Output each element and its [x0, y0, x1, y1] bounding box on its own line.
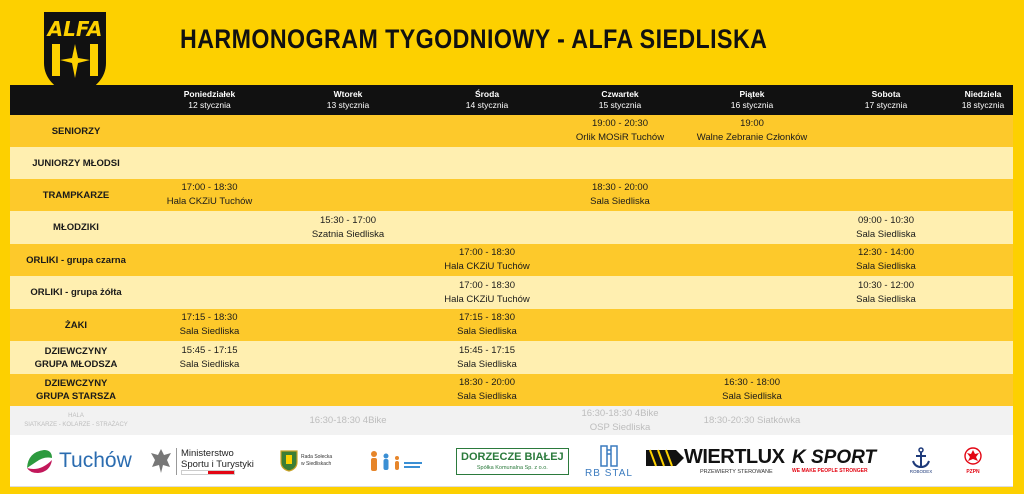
schedule-cell	[419, 374, 555, 406]
day-header-1	[277, 85, 419, 115]
schedule-cell	[555, 374, 685, 406]
schedule-cell	[419, 244, 555, 276]
schedule-cell	[819, 341, 953, 374]
schedule-cell	[277, 276, 419, 309]
row-label	[10, 276, 142, 309]
schedule-entry: 19:00 - 20:30	[592, 118, 648, 129]
schedule-cell	[685, 115, 819, 147]
schedule-cell	[555, 309, 685, 341]
day-header-6	[953, 85, 1013, 115]
day-date: 16 stycznia	[730, 100, 774, 110]
schedule-cell	[819, 374, 953, 406]
sponsor-ksport	[792, 439, 896, 483]
schedule-entry: Sala Siedliska	[179, 358, 240, 370]
schedule-entry: Sala Siedliska	[722, 391, 782, 402]
schedule-cell	[953, 211, 1013, 244]
day-date: 14 stycznia	[465, 100, 509, 110]
day-name: Piątek	[739, 89, 765, 99]
schedule-cell	[142, 406, 277, 435]
schedule-entry: Sala Siedliska	[856, 228, 916, 240]
sponsor-rada-solecka	[280, 439, 346, 483]
dorzecze-line-1: DORZECZE BIAŁEJ	[461, 450, 564, 463]
schedule-entry: Orlik MOSiR Tuchów	[575, 132, 665, 143]
schedule-entry: 09:00 - 10:30	[858, 214, 914, 226]
schedule-cell	[277, 244, 419, 276]
sponsor-ministerstwo	[150, 439, 262, 483]
sponsor-family	[366, 439, 426, 483]
row-label-line: ORLIKI - grupa czarna	[26, 254, 126, 266]
row-label-line: SIATKARZE - KOLARZE - STRAŻACY	[24, 421, 128, 428]
drill-icon	[646, 448, 684, 468]
row-label	[10, 179, 142, 211]
schedule-cell	[142, 244, 277, 276]
rbstal-icon	[598, 444, 620, 468]
schedule-entry: 17:15 - 18:30	[181, 312, 238, 323]
header-corner	[10, 85, 142, 115]
schedule-cell	[419, 276, 555, 309]
sponsor-anchor	[906, 439, 936, 483]
row-label-line: SENIORZY	[51, 125, 101, 137]
schedule-table	[10, 85, 1013, 435]
day-date: 15 stycznia	[598, 100, 642, 110]
schedule-cell	[819, 211, 953, 244]
sponsor-dorzecze	[456, 439, 562, 483]
schedule-cell	[685, 276, 819, 309]
day-date: 13 stycznia	[326, 100, 370, 110]
schedule-cell	[277, 179, 419, 211]
day-header-2	[419, 85, 555, 115]
ministerstwo-line-1: Ministerstwo	[181, 447, 234, 459]
day-name: Czwartek	[601, 89, 639, 99]
sponsor-rbstal	[584, 439, 634, 483]
row-label-line: TRAMPKARZE	[42, 189, 110, 201]
schedule-entry: 17:15 - 18:30	[459, 312, 515, 323]
row-label	[10, 147, 142, 179]
schedule-cell	[953, 406, 1013, 435]
row-label	[10, 374, 142, 406]
schedule-cell	[419, 406, 555, 435]
tuchow-leaf-icon	[24, 446, 56, 476]
schedule-cell	[953, 115, 1013, 147]
schedule-cell	[555, 406, 685, 435]
ksport-text: K SPORT	[792, 446, 877, 468]
schedule-cell	[277, 115, 419, 147]
schedule-cell	[953, 374, 1013, 406]
schedule-entry: Hala CKZiU Tuchów	[166, 196, 253, 207]
schedule-cell	[142, 115, 277, 147]
schedule-cell	[142, 179, 277, 211]
schedule-cell	[419, 341, 555, 374]
anchor-text: ROBODEX	[909, 469, 933, 474]
pzpn-eagle-icon	[964, 447, 982, 469]
schedule-cell	[819, 115, 953, 147]
anchor-icon	[911, 447, 931, 469]
pzpn-text: PZPN	[966, 468, 980, 475]
row-label	[10, 406, 142, 435]
schedule-cell	[142, 211, 277, 244]
day-header-5	[819, 85, 953, 115]
wiertlux-text: WIERTLUX	[684, 446, 785, 468]
schedule-cell	[819, 147, 953, 179]
logo-text: ALFA	[47, 17, 103, 41]
day-name: Niedziela	[964, 89, 1002, 99]
schedule-entry: Szatnia Siedliska	[311, 228, 385, 240]
day-name: Poniedziałek	[183, 89, 236, 99]
schedule-cell	[819, 179, 953, 211]
schedule-entry: 15:45 - 17:15	[459, 344, 515, 356]
ksport-subtext: WE MAKE PEOPLE STRONGER	[792, 467, 868, 474]
schedule-entry: 16:30 - 18:00	[724, 377, 780, 388]
schedule-entry: Sala Siedliska	[457, 391, 517, 402]
row-label-line: GRUPA MŁODSZA	[34, 358, 118, 370]
schedule-entry: Sala Siedliska	[457, 358, 517, 370]
schedule-cell	[685, 406, 819, 435]
schedule-cell	[277, 341, 419, 374]
schedule-entry: 18:30 - 20:00	[459, 377, 515, 388]
day-name: Środa	[474, 89, 500, 99]
schedule-cell	[419, 211, 555, 244]
schedule-cell	[685, 309, 819, 341]
row-label-line: JUNIORZY MŁODSI	[32, 157, 120, 169]
row-label-line: MŁODZIKI	[53, 222, 99, 233]
day-header-4	[685, 85, 819, 115]
row-label-line: ŻAKI	[64, 319, 88, 331]
row-label-line: HALA	[68, 412, 84, 419]
rbstal-text: RB STAL	[585, 467, 633, 479]
schedule-cell	[953, 244, 1013, 276]
schedule-entry: 16:30-18:30 4Bike	[309, 414, 387, 426]
schedule-cell	[555, 147, 685, 179]
schedule-entry: Sala Siedliska	[179, 326, 240, 337]
row-label-line: DZIEWCZYNY	[44, 345, 108, 357]
schedule-cell	[685, 211, 819, 244]
schedule-cell	[419, 115, 555, 147]
day-date: 12 stycznia	[188, 100, 231, 110]
schedule-entry: 17:00 - 18:30	[181, 182, 238, 193]
schedule-cell	[685, 244, 819, 276]
row-label	[10, 309, 142, 341]
schedule-cell	[953, 341, 1013, 374]
schedule-cell	[277, 374, 419, 406]
schedule-cell	[555, 244, 685, 276]
day-date: 17 stycznia	[864, 100, 908, 110]
schedule-entry: 17:00 - 18:30	[459, 247, 515, 258]
schedule-cell	[142, 276, 277, 309]
schedule-entry: Sala Siedliska	[457, 326, 517, 337]
schedule-entry: 15:30 - 17:00	[320, 214, 376, 226]
schedule-cell	[685, 374, 819, 406]
schedule-cell	[819, 244, 953, 276]
ministerstwo-line-2: Sportu i Turystyki	[181, 458, 254, 470]
schedule-cell	[953, 179, 1013, 211]
row-label	[10, 341, 142, 374]
schedule-cell	[277, 147, 419, 179]
schedule-cell	[819, 309, 953, 341]
sponsors-bar	[10, 435, 1013, 487]
schedule-entry: OSP Siedliska	[589, 421, 651, 433]
row-label	[10, 115, 142, 147]
day-date: 18 stycznia	[961, 100, 1005, 110]
schedule-cell	[555, 276, 685, 309]
day-header-3	[555, 85, 685, 115]
schedule-entry: 18:30 - 20:00	[592, 182, 648, 193]
schedule-cell	[419, 147, 555, 179]
dorzecze-line-2: Spółka Komunalna Sp. z o.o.	[476, 464, 548, 471]
row-label	[10, 244, 142, 276]
schedule-entry: 10:30 - 12:00	[858, 279, 914, 291]
page-title: HARMONOGRAM TYGODNIOWY - ALFA SIEDLISKA	[180, 24, 768, 54]
schedule-entry: 12:30 - 14:00	[858, 247, 914, 258]
schedule-cell	[953, 309, 1013, 341]
schedule-cell	[685, 341, 819, 374]
schedule-cell	[555, 341, 685, 374]
schedule-entry: Sala Siedliska	[856, 261, 916, 272]
rada-line-2: w Siedliskach	[301, 461, 332, 467]
sponsor-tuchow	[24, 439, 134, 483]
schedule-cell	[277, 211, 419, 244]
schedule-cell	[819, 406, 953, 435]
row-label	[10, 211, 142, 244]
rada-line-1: Rada Sołecka	[301, 454, 333, 460]
schedule-cell	[953, 147, 1013, 179]
row-label-line: GRUPA STARSZA	[35, 391, 117, 402]
schedule-entry: 17:00 - 18:30	[459, 279, 515, 291]
schedule-cell	[277, 406, 419, 435]
schedule-entry: Hala CKZiU Tuchów	[444, 261, 530, 272]
schedule-cell	[142, 341, 277, 374]
day-header-0	[142, 85, 277, 115]
schedule-entry: Sala Siedliska	[590, 196, 650, 207]
schedule-cell	[142, 147, 277, 179]
schedule-cell	[555, 179, 685, 211]
eagle-icon	[150, 447, 172, 475]
coat-of-arms-icon	[280, 450, 298, 472]
schedule-cell	[419, 309, 555, 341]
family-icon	[366, 449, 424, 473]
day-name: Wtorek	[333, 89, 363, 99]
schedule-cell	[277, 309, 419, 341]
schedule-entry: 15:45 - 17:15	[181, 344, 238, 356]
schedule-cell	[142, 374, 277, 406]
schedule-entry: Walne Zebranie Członków	[696, 132, 808, 143]
wiertlux-subtext: PRZEWIERTY STEROWANE	[700, 469, 773, 475]
schedule-cell	[685, 179, 819, 211]
schedule-cell	[142, 309, 277, 341]
sponsor-wiertlux	[646, 439, 785, 483]
schedule-entry: Hala CKZiU Tuchów	[444, 293, 530, 305]
schedule-entry: Sala Siedliska	[856, 293, 916, 305]
schedule-cell	[953, 276, 1013, 309]
sponsor-pzpn	[956, 439, 990, 483]
schedule-cell	[419, 179, 555, 211]
schedule-cell	[555, 211, 685, 244]
row-label-line: ORLIKI - grupa żółta	[30, 287, 122, 298]
schedule-cell	[555, 115, 685, 147]
tuchow-text: Tuchów	[59, 449, 132, 472]
schedule-entry: 16:30-18:30 4Bike	[581, 407, 659, 419]
schedule-cell	[685, 147, 819, 179]
schedule-entry: 19:00	[740, 118, 764, 129]
schedule-entry: 18:30-20:30 Siatkówka	[703, 414, 801, 426]
row-label-line: DZIEWCZYNY	[44, 378, 108, 389]
schedule-cell	[819, 276, 953, 309]
day-name: Sobota	[871, 89, 901, 99]
